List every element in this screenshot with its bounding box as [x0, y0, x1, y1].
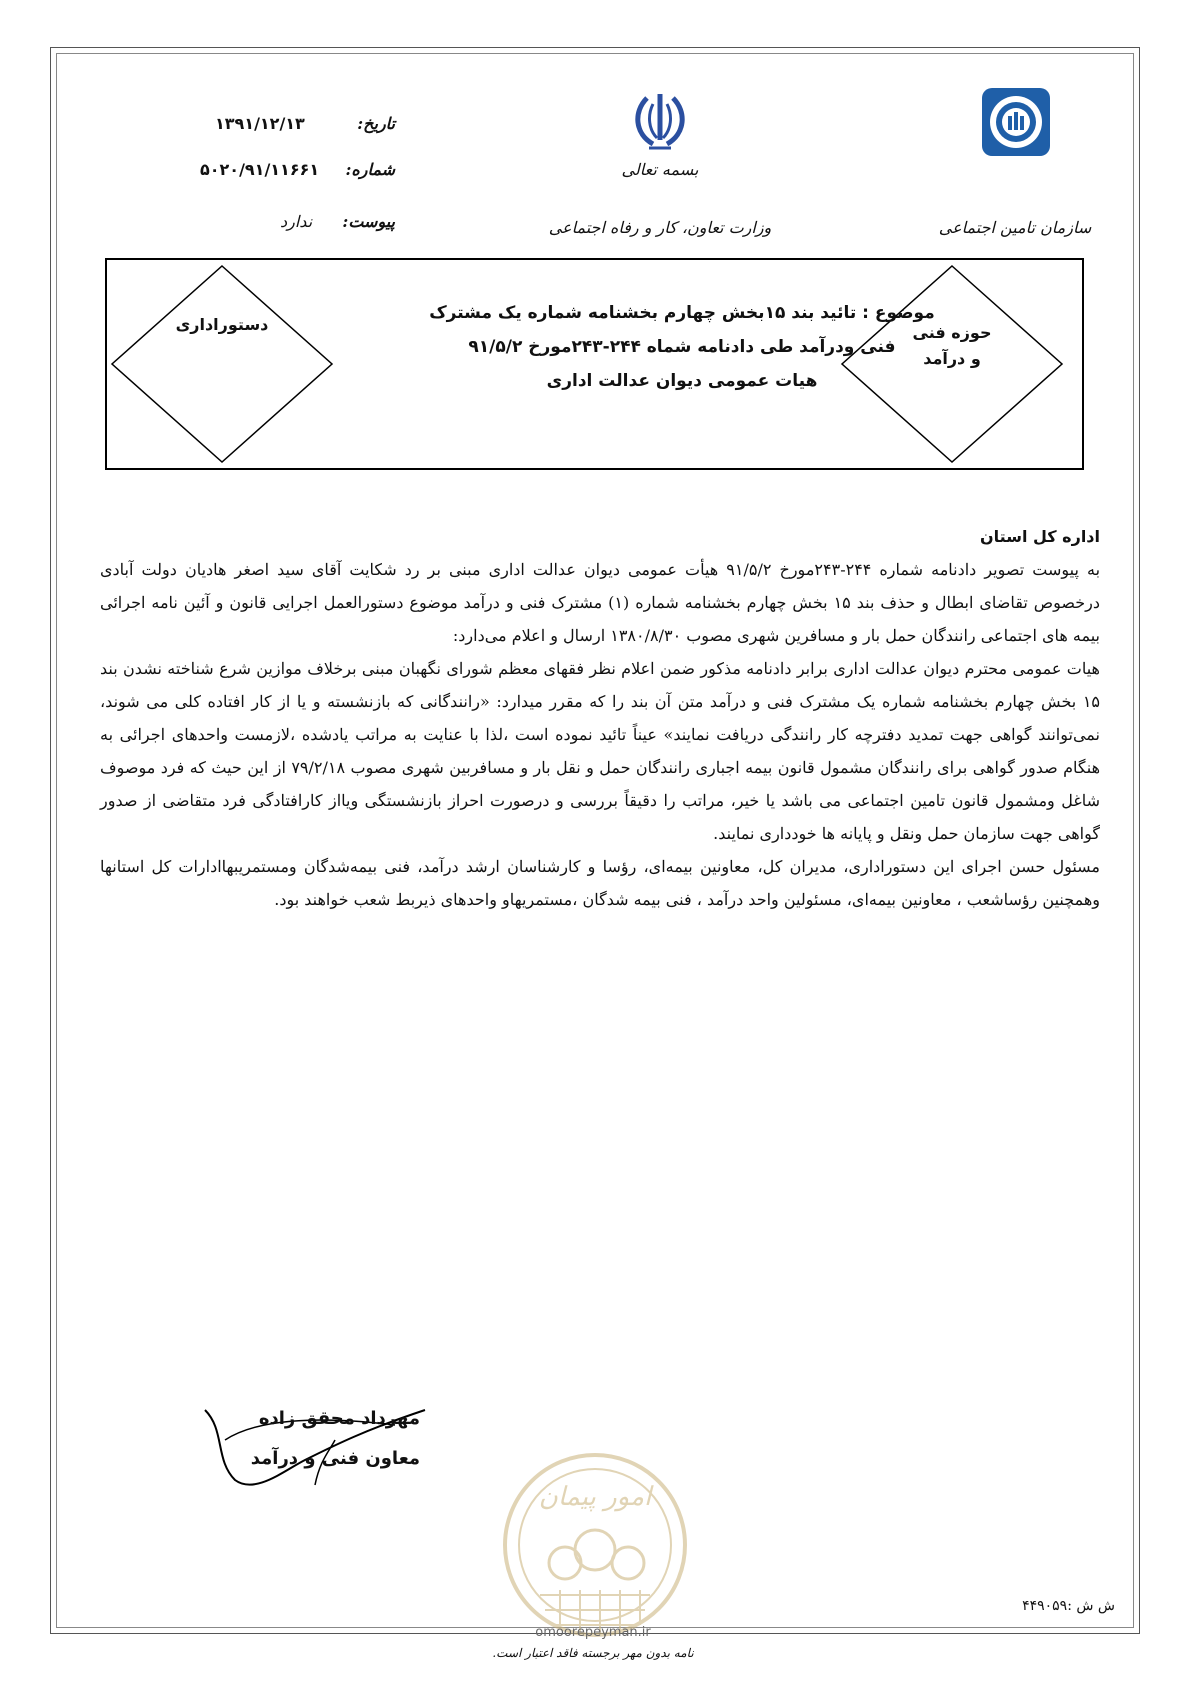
tamin-ejtemai-logo: [968, 86, 1064, 166]
paragraph-3: مسئول حسن اجرای این دستوراداری، مدیران کل، معاونین بیمه‌ای، رؤسا و کارشناسان ارشد درآمد، فنی بیمه‌شدگان ومستمریبهاادارات کل استانها وهمچنین رؤساشعب ، معاونین بیمه‌ای، مسئولین واحد درآمد ، فنی بیمه شدگان ،مستمریهاو واحدهای ذیربط شعب خواهند بود.: [100, 857, 1101, 909]
subject-line-3: هیات عمومی دیوان عدالت اداری: [546, 371, 818, 391]
paragraph-1: به پیوست تصویر دادنامه شماره ۲۴۴-۲۴۳مورخ ۹۱/۵/۲ هیأت عمومی دیوان عدالت اداری مبنی بر رد شکایت آقای سید اصغر هادیان دولت آبادی درخصوص تقاضای ابطال و حذف بند ۱۵ بخش چهارم بخشنامه شماره (۱) مشترک فنی و درآمد موضوع دستورالعمل اجرایی قانون و آئین نامه اجرائی بیمه های اجتماعی رانندگان حمل بار و مسافرین شهری مصوب ۱۳۸۰/۸/۳۰ ارسال و اعلام می‌دارد:: [100, 560, 1101, 645]
attachment-label: پیوست:: [342, 212, 395, 231]
letter-body: [100, 520, 1100, 916]
attachment-row: [280, 212, 395, 236]
omoore-peyman-stamp-icon: [490, 1445, 700, 1675]
iran-emblem-icon: [625, 90, 695, 154]
stamp-note: نامه بدون مهر برجسته فاقد اعتبار است.: [492, 1646, 694, 1660]
addressee: اداره کل استان: [980, 527, 1100, 546]
number-value: ۵۰۲۰/۹۱/۱۱۶۶۱: [200, 160, 320, 179]
ministry-name: وزارت تعاون، کار و رفاه اجتماعی: [548, 218, 772, 237]
subject-line-1: موضوع : تائید بند ۱۵بخش چهارم بخشنامه شماره یک مشترک: [429, 303, 935, 323]
subject-line-2: فنی ودرآمد طی دادنامه شماه ۲۴۴-۲۴۳مورخ ۹۱/۵/۲: [468, 337, 896, 357]
signer-title: معاون فنی و درآمد: [250, 1448, 420, 1469]
number-row: [200, 160, 395, 184]
bismillah: بسمه تعالی: [621, 160, 699, 179]
subject-title: [417, 296, 947, 398]
stamp-website: omoorepeyman.ir: [535, 1625, 651, 1640]
right-diamond-label-1: حوزه فنی: [912, 323, 992, 342]
date-label: تاریخ:: [357, 114, 395, 133]
signer-name: مهرداد محقق زاده: [258, 1408, 420, 1429]
stamp-text: امور پیمان: [538, 1482, 652, 1512]
subject-box: [105, 258, 1084, 470]
paragraph-2: هیات عمومی محترم دیوان عدالت اداری برابر دادنامه مذکور ضمن اعلام نظر فقهای معظم شورای نگهبان مبنی برخلاف موازین شرع شناخته نشدن بند ۱۵ بخش چهارم بخشنامه شماره یک مشترک فنی و درآمد متن آن بند را که مقرر میدارد: «رانندگانی که بازنشسته و یا از کار افتاده کلی می شوند، نمی‌توانند گواهی جهت تمدید دفترچه کار رانندگی دریافت نمایند» عیناً تائید نموده است ،لذا با عنایت به مراتب یادشده ،لازمست واحدهای اجرائی به هنگام صدور گواهی برای رانندگان مشمول قانون بیمه اجباری رانندگان حمل و نقل بار و مسافربین شهری مصوب ۷۹/۲/۱۸ از این حیث که فرد موصوف شاغل ومشمول قانون تامین اجتماعی می باشد یا خیر، مراتب را دقیقاً بررسی و درصورت احراز بازنشستگی ویااز کارافتادگی فرد متقاضی از صدور گواهی جهت سازمان حمل ونقل و پایانه ها خودداری نمایند.: [100, 659, 1101, 843]
right-diamond-label-2: و درآمد: [923, 349, 981, 368]
date-row: [215, 114, 395, 138]
footer-code: ش ش :۴۴۹۰۵۹: [1022, 1598, 1115, 1614]
number-label: شماره:: [345, 160, 395, 179]
left-diamond-label: دستوراداری: [175, 315, 269, 334]
org-name: سازمان تامین اجتماعی: [938, 218, 1092, 237]
attachment-value: ندارد: [280, 212, 313, 231]
date-value: ۱۳۹۱/۱۲/۱۳: [215, 114, 305, 133]
